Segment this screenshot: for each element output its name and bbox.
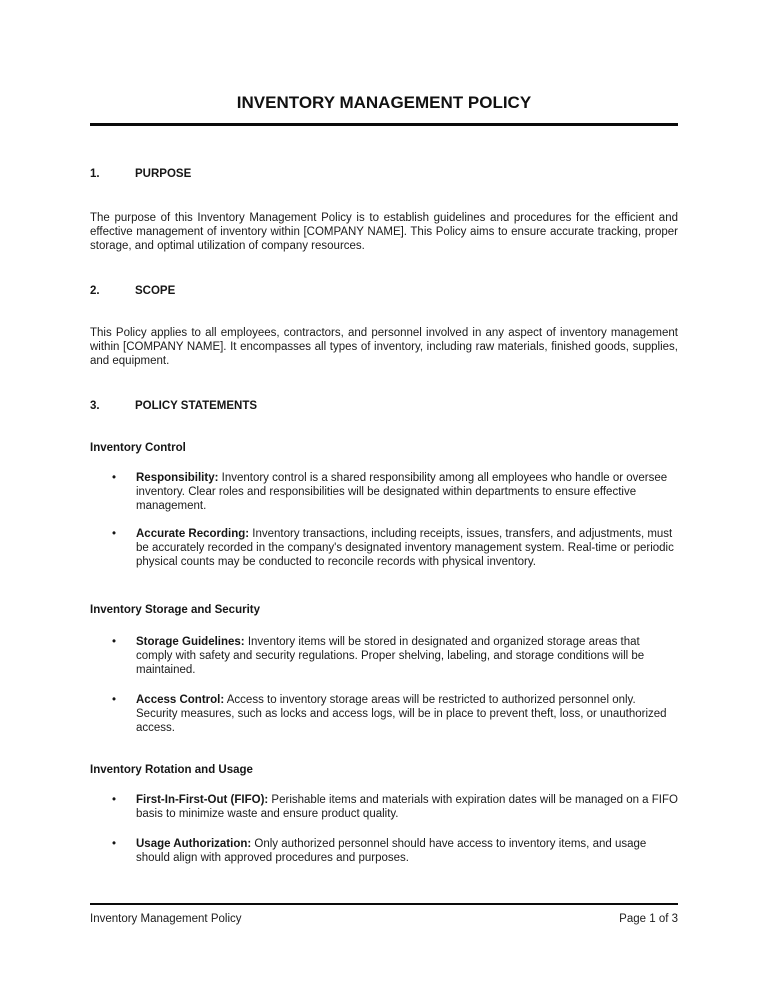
document-title: INVENTORY MANAGEMENT POLICY xyxy=(236,93,532,112)
section-heading-scope xyxy=(90,284,678,298)
section-title: SCOPE xyxy=(135,285,176,297)
bullet-lead: Accurate Recording: xyxy=(136,528,250,540)
list-item-text xyxy=(136,527,678,569)
bullet-lead: Usage Authorization: xyxy=(136,838,252,850)
bullet-icon: • xyxy=(112,838,117,850)
list-item-text xyxy=(136,837,678,865)
page-footer xyxy=(90,903,678,926)
bullet-icon: • xyxy=(112,694,117,706)
section-heading-policy-statements xyxy=(90,399,678,413)
footer-divider xyxy=(90,903,678,905)
list-item-text xyxy=(136,793,678,821)
bullet-lead: First-In-First-Out (FIFO): xyxy=(136,794,269,806)
list-item-text xyxy=(136,471,678,513)
title-divider xyxy=(90,123,678,126)
bullet-lead: Access Control: xyxy=(136,694,225,706)
section-number: 2. xyxy=(90,285,100,297)
scope-paragraph: This Policy applies to all employees, contractors, and personnel involved in any aspect of inventory management within [COMPANY NAME]. It encompasses all types of inventory, including raw materials, finished goods, supplies, and equipment. xyxy=(90,327,678,367)
list-item xyxy=(90,635,678,677)
list-item-text xyxy=(136,693,678,735)
bullet-icon: • xyxy=(112,636,117,648)
list-item xyxy=(90,693,678,735)
section-heading-purpose xyxy=(90,167,678,181)
bullet-body: Perishable items and materials with expiration dates will be managed on a FIFO basis to minimize waste and ensure product quality. xyxy=(136,794,678,820)
footer-document-title: Inventory Management Policy xyxy=(90,913,242,925)
bullet-lead: Responsibility: xyxy=(136,472,219,484)
bullet-body: Inventory control is a shared responsibility among all employees who handle or oversee inventory. Clear roles and responsibilities will be designated within departments to ensure effective management. xyxy=(136,472,668,512)
section-title: POLICY STATEMENTS xyxy=(135,400,258,412)
bullet-lead: Storage Guidelines: xyxy=(136,636,245,648)
section-title: PURPOSE xyxy=(135,168,192,180)
bullet-icon: • xyxy=(112,794,117,806)
section-number: 1. xyxy=(90,168,100,180)
bullet-body: Inventory items will be stored in designated and organized storage areas that comply with safety and security regulations. Proper shelving, labeling, and storage conditions will be maintained. xyxy=(136,636,645,676)
section-number: 3. xyxy=(90,400,100,412)
bullet-icon: • xyxy=(112,528,117,540)
list-item xyxy=(90,527,678,569)
list-item xyxy=(90,837,678,865)
bullet-body: Inventory transactions, including receipts, issues, transfers, and adjustments, must be accurately recorded in the company's designated inventory management system. Real-time or periodic physical counts may be conducted to reconcile records with physical inventory. xyxy=(136,528,674,568)
bullet-body: Only authorized personnel should have access to inventory items, and usage should align with approved procedures and purposes. xyxy=(136,838,647,864)
bullet-body: Access to inventory storage areas will be restricted to authorized personnel only. Security measures, such as locks and access logs, will be in place to prevent theft, loss, or unauthorized access. xyxy=(136,694,667,734)
list-item xyxy=(90,793,678,821)
bullet-icon: • xyxy=(112,472,117,484)
purpose-paragraph: The purpose of this Inventory Management Policy is to establish guidelines and procedures for the efficient and effective management of inventory within [COMPANY NAME]. This Policy aims to ensure accurate tracking, proper storage, and optimal utilization of company resources. xyxy=(90,212,678,252)
list-item xyxy=(90,471,678,513)
list-item-text xyxy=(136,635,678,677)
subsection-heading-inventory-control: Inventory Control xyxy=(90,442,186,454)
subsection-heading-inventory-storage-and-security: Inventory Storage and Security xyxy=(90,604,260,616)
footer-page-number: Page 1 of 3 xyxy=(619,913,678,925)
subsection-heading-inventory-rotation-and-usage: Inventory Rotation and Usage xyxy=(90,764,253,776)
